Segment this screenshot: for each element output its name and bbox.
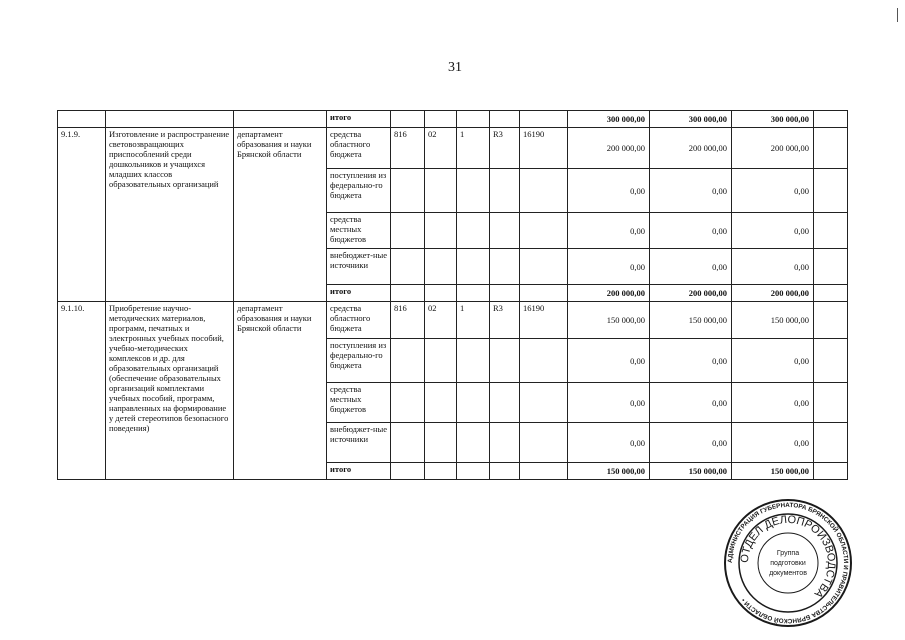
year2-amount-cell: 0,00: [650, 339, 732, 383]
notes-cell: [814, 213, 848, 249]
item-number-cell: [58, 111, 106, 128]
year1-amount-cell: 200 000,00: [568, 128, 650, 169]
rz-cell: [425, 213, 457, 249]
notes-cell: [814, 128, 848, 169]
rz-cell: [425, 249, 457, 285]
vr-cell: [520, 423, 568, 463]
year1-amount-cell: 150 000,00: [568, 302, 650, 339]
csr-cell: [490, 423, 520, 463]
seal-outer-text: АДМИНИСТРАЦИЯ ГУБЕРНАТОРА БРЯНСКОЙ ОБЛАСТИ И ПРАВИТЕЛЬСТВА БРЯНСКОЙ ОБЛАСТИ •: [726, 501, 850, 625]
grbs-cell: [391, 383, 425, 423]
seal-center-line-3: документов: [769, 570, 807, 577]
seal-center-line-1: Группа: [776, 550, 800, 557]
pr-cell: [457, 249, 490, 285]
pr-cell: 1: [457, 302, 490, 339]
notes-cell: [814, 285, 848, 302]
event-name-cell: Приобретение научно-методических материалов, программ, печатных и электронных учебных пособий, учебно-методических комплексов и др. для образовательных организаций (обеспечение образовательных организаций комплектами учебных пособий, программ, направленных на формирование у детей стереотипов безопасного поведения): [106, 302, 234, 480]
official-seal: [722, 497, 854, 629]
vr-cell: [520, 285, 568, 302]
seal-center-line-2: подготовки: [770, 560, 806, 567]
event-name-cell: Изготовление и распространение световозвращающих приспособлений среди дошкольников и учащихся младших классов образовательных организаций: [106, 128, 234, 302]
grbs-cell: [391, 285, 425, 302]
margin-mark: [897, 8, 898, 22]
csr-cell: R3: [490, 302, 520, 339]
rz-cell: 02: [425, 302, 457, 339]
year1-amount-cell: 0,00: [568, 169, 650, 213]
rz-cell: [425, 169, 457, 213]
funding-source-cell: внебюджет-ные источники: [327, 423, 391, 463]
csr-cell: [490, 213, 520, 249]
funding-source-cell: поступления из федерально-го бюджета: [327, 339, 391, 383]
budget-table: [57, 110, 848, 480]
csr-cell: [490, 249, 520, 285]
funding-source-cell: средства областного бюджета: [327, 302, 391, 339]
executor-cell: департамент образования и науки Брянской области: [234, 128, 327, 302]
item-number-cell: 9.1.10.: [58, 302, 106, 480]
year3-amount-cell: 0,00: [732, 423, 814, 463]
vr-cell: [520, 169, 568, 213]
vr-cell: 16190: [520, 128, 568, 169]
year2-amount-cell: 0,00: [650, 249, 732, 285]
vr-cell: [520, 383, 568, 423]
pr-cell: [457, 423, 490, 463]
grbs-cell: [391, 249, 425, 285]
year1-amount-cell: 0,00: [568, 249, 650, 285]
vr-cell: [520, 213, 568, 249]
year3-amount-cell: 0,00: [732, 339, 814, 383]
grbs-cell: 816: [391, 302, 425, 339]
table-row: [58, 302, 848, 339]
pr-cell: [457, 111, 490, 128]
year2-amount-cell: 0,00: [650, 423, 732, 463]
year3-amount-cell: 0,00: [732, 169, 814, 213]
notes-cell: [814, 302, 848, 339]
grbs-cell: [391, 339, 425, 383]
funding-source-cell: средства местных бюджетов: [327, 213, 391, 249]
svg-text:ОТДЕЛ ДЕЛОПРОИЗВОДСТВА: [739, 514, 837, 601]
year2-amount-cell: 0,00: [650, 213, 732, 249]
pr-cell: [457, 213, 490, 249]
rz-cell: [425, 285, 457, 302]
csr-cell: [490, 463, 520, 480]
year2-amount-cell: 200 000,00: [650, 285, 732, 302]
year1-amount-cell: 0,00: [568, 339, 650, 383]
vr-cell: 16190: [520, 302, 568, 339]
year3-amount-cell: 150 000,00: [732, 302, 814, 339]
pr-cell: [457, 285, 490, 302]
page-number: 31: [448, 60, 462, 75]
year1-amount-cell: 0,00: [568, 213, 650, 249]
rz-cell: [425, 463, 457, 480]
year1-amount-cell: 150 000,00: [568, 463, 650, 480]
pr-cell: [457, 339, 490, 383]
year3-amount-cell: 0,00: [732, 249, 814, 285]
notes-cell: [814, 423, 848, 463]
pr-cell: [457, 463, 490, 480]
executor-cell: [234, 111, 327, 128]
grbs-cell: [391, 213, 425, 249]
funding-source-cell: средства местных бюджетов: [327, 383, 391, 423]
rz-cell: [425, 111, 457, 128]
grbs-cell: [391, 111, 425, 128]
year3-amount-cell: 200 000,00: [732, 285, 814, 302]
vr-cell: [520, 249, 568, 285]
grbs-cell: [391, 463, 425, 480]
csr-cell: [490, 169, 520, 213]
rz-cell: [425, 383, 457, 423]
funding-source-cell: внебюджет-ные источники: [327, 249, 391, 285]
year2-amount-cell: 200 000,00: [650, 128, 732, 169]
year3-amount-cell: 0,00: [732, 213, 814, 249]
year3-amount-cell: 150 000,00: [732, 463, 814, 480]
grbs-cell: [391, 423, 425, 463]
rz-cell: [425, 423, 457, 463]
funding-source-cell: средства областного бюджета: [327, 128, 391, 169]
notes-cell: [814, 111, 848, 128]
executor-cell: департамент образования и науки Брянской области: [234, 302, 327, 480]
csr-cell: [490, 383, 520, 423]
notes-cell: [814, 249, 848, 285]
year3-amount-cell: 0,00: [732, 383, 814, 423]
csr-cell: [490, 285, 520, 302]
vr-cell: [520, 339, 568, 383]
notes-cell: [814, 463, 848, 480]
seal-inner-text: ОТДЕЛ ДЕЛОПРОИЗВОДСТВА: [738, 513, 838, 600]
table-row: [58, 128, 848, 169]
funding-source-cell: итого: [327, 463, 391, 480]
grbs-cell: [391, 169, 425, 213]
csr-cell: R3: [490, 128, 520, 169]
rz-cell: 02: [425, 128, 457, 169]
table-row-total: [58, 111, 848, 128]
year1-amount-cell: 0,00: [568, 383, 650, 423]
funding-source-cell: итого: [327, 111, 391, 128]
csr-cell: [490, 111, 520, 128]
funding-source-cell: итого: [327, 285, 391, 302]
year1-amount-cell: 200 000,00: [568, 285, 650, 302]
year3-amount-cell: 300 000,00: [732, 111, 814, 128]
vr-cell: [520, 463, 568, 480]
notes-cell: [814, 339, 848, 383]
year2-amount-cell: 150 000,00: [650, 302, 732, 339]
year2-amount-cell: 0,00: [650, 169, 732, 213]
item-number-cell: 9.1.9.: [58, 128, 106, 302]
pr-cell: [457, 383, 490, 423]
table-body: [58, 111, 848, 480]
pr-cell: [457, 169, 490, 213]
pr-cell: 1: [457, 128, 490, 169]
year1-amount-cell: 0,00: [568, 423, 650, 463]
csr-cell: [490, 339, 520, 383]
event-name-cell: [106, 111, 234, 128]
year2-amount-cell: 0,00: [650, 383, 732, 423]
year2-amount-cell: 150 000,00: [650, 463, 732, 480]
vr-cell: [520, 111, 568, 128]
notes-cell: [814, 383, 848, 423]
funding-source-cell: поступления из федерально-го бюджета: [327, 169, 391, 213]
year3-amount-cell: 200 000,00: [732, 128, 814, 169]
year2-amount-cell: 300 000,00: [650, 111, 732, 128]
rz-cell: [425, 339, 457, 383]
year1-amount-cell: 300 000,00: [568, 111, 650, 128]
grbs-cell: 816: [391, 128, 425, 169]
notes-cell: [814, 169, 848, 213]
